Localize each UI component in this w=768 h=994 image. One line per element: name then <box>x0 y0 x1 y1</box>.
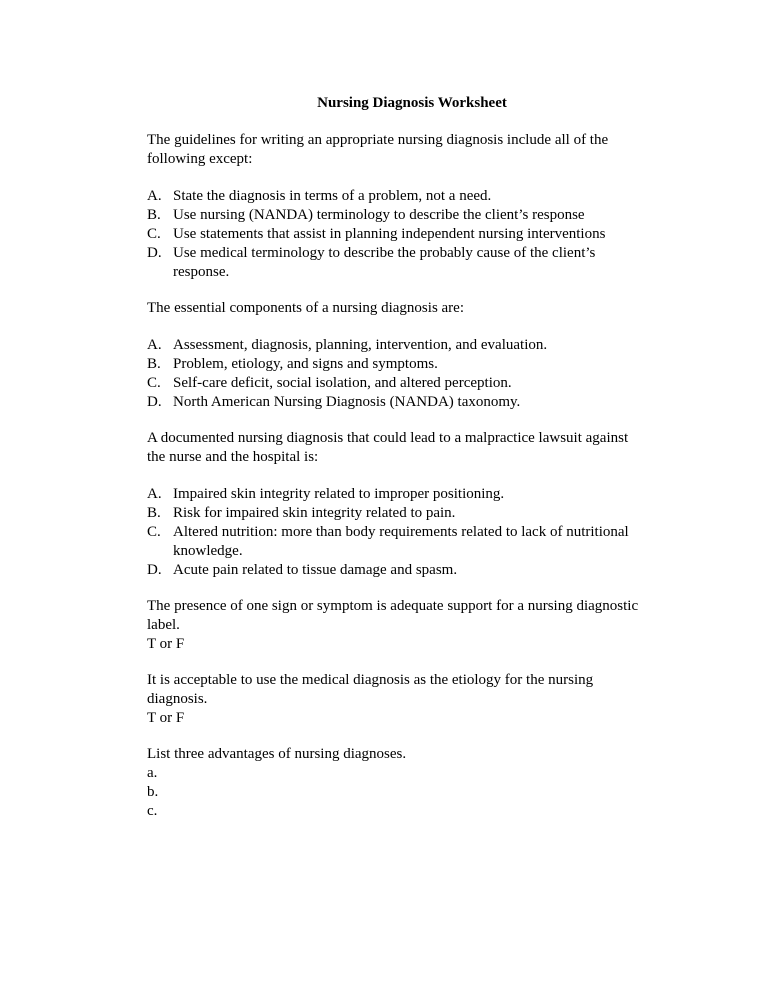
answer-item-c: c. <box>147 803 158 819</box>
question-2-text: The essential components of a nursing diagnosis are: <box>147 300 465 316</box>
question-3-option-b <box>147 504 647 523</box>
question-2 <box>147 299 647 412</box>
option-letter: C. <box>147 226 161 242</box>
question-5-true-false: T or F <box>147 710 185 726</box>
option-text: Assessment, diagnosis, planning, intervention, and evaluation. <box>173 337 548 353</box>
option-letter: A. <box>147 486 162 502</box>
option-text: Use nursing (NANDA) terminology to describe the client’s response <box>173 207 585 223</box>
option-text: Problem, etiology, and signs and symptoms. <box>173 356 438 372</box>
option-letter: D. <box>147 394 162 410</box>
question-3-text: A documented nursing diagnosis that could lead to a malpractice lawsuit against the nurse and the hospital is: <box>147 430 629 465</box>
question-5-text: It is acceptable to use the medical diagnosis as the etiology for the nursing diagnosis. <box>147 672 594 707</box>
option-text: North American Nursing Diagnosis (NANDA) taxonomy. <box>173 394 521 410</box>
worksheet-page <box>147 94 647 838</box>
option-text: Altered nutrition: more than body requirements related to lack of nutritional knowledge. <box>173 524 629 559</box>
answer-item-a: a. <box>147 765 158 781</box>
question-5 <box>147 671 647 728</box>
option-letter: D. <box>147 562 162 578</box>
option-letter: A. <box>147 337 162 353</box>
question-4 <box>147 597 647 654</box>
question-6 <box>147 745 647 821</box>
option-text: Self-care deficit, social isolation, and altered perception. <box>173 375 512 391</box>
question-1-option-b <box>147 206 647 225</box>
worksheet-title: Nursing Diagnosis Worksheet <box>317 95 507 111</box>
question-2-option-a <box>147 336 647 355</box>
question-3-option-a <box>147 485 647 504</box>
option-text: Use statements that assist in planning independent nursing interventions <box>173 226 606 242</box>
option-letter: C. <box>147 375 161 391</box>
question-3-option-c <box>147 523 647 561</box>
question-6-text: List three advantages of nursing diagnoses. <box>147 746 407 762</box>
question-1-option-c <box>147 225 647 244</box>
question-3-option-d <box>147 561 647 580</box>
question-1-text: The guidelines for writing an appropriate nursing diagnosis include all of the following except: <box>147 132 609 167</box>
option-text: Acute pain related to tissue damage and spasm. <box>173 562 458 578</box>
question-1-option-a <box>147 187 647 206</box>
option-text: Impaired skin integrity related to improper positioning. <box>173 486 505 502</box>
option-letter: B. <box>147 207 161 223</box>
answer-item-b: b. <box>147 784 159 800</box>
option-text: Use medical terminology to describe the probably cause of the client’s response. <box>173 245 596 280</box>
option-text: Risk for impaired skin integrity related to pain. <box>173 505 456 521</box>
question-2-option-d <box>147 393 647 412</box>
question-3 <box>147 429 647 580</box>
question-3-options <box>147 485 647 580</box>
question-2-options <box>147 336 647 412</box>
question-4-text: The presence of one sign or symptom is adequate support for a nursing diagnostic label. <box>147 598 639 633</box>
option-letter: C. <box>147 524 161 540</box>
option-text: State the diagnosis in terms of a problem, not a need. <box>173 188 492 204</box>
option-letter: A. <box>147 188 162 204</box>
option-letter: B. <box>147 356 161 372</box>
option-letter: D. <box>147 245 162 261</box>
question-1-options <box>147 187 647 282</box>
question-2-option-b <box>147 355 647 374</box>
option-letter: B. <box>147 505 161 521</box>
question-2-option-c <box>147 374 647 393</box>
question-4-true-false: T or F <box>147 636 185 652</box>
question-1 <box>147 131 647 282</box>
question-1-option-d <box>147 244 647 282</box>
